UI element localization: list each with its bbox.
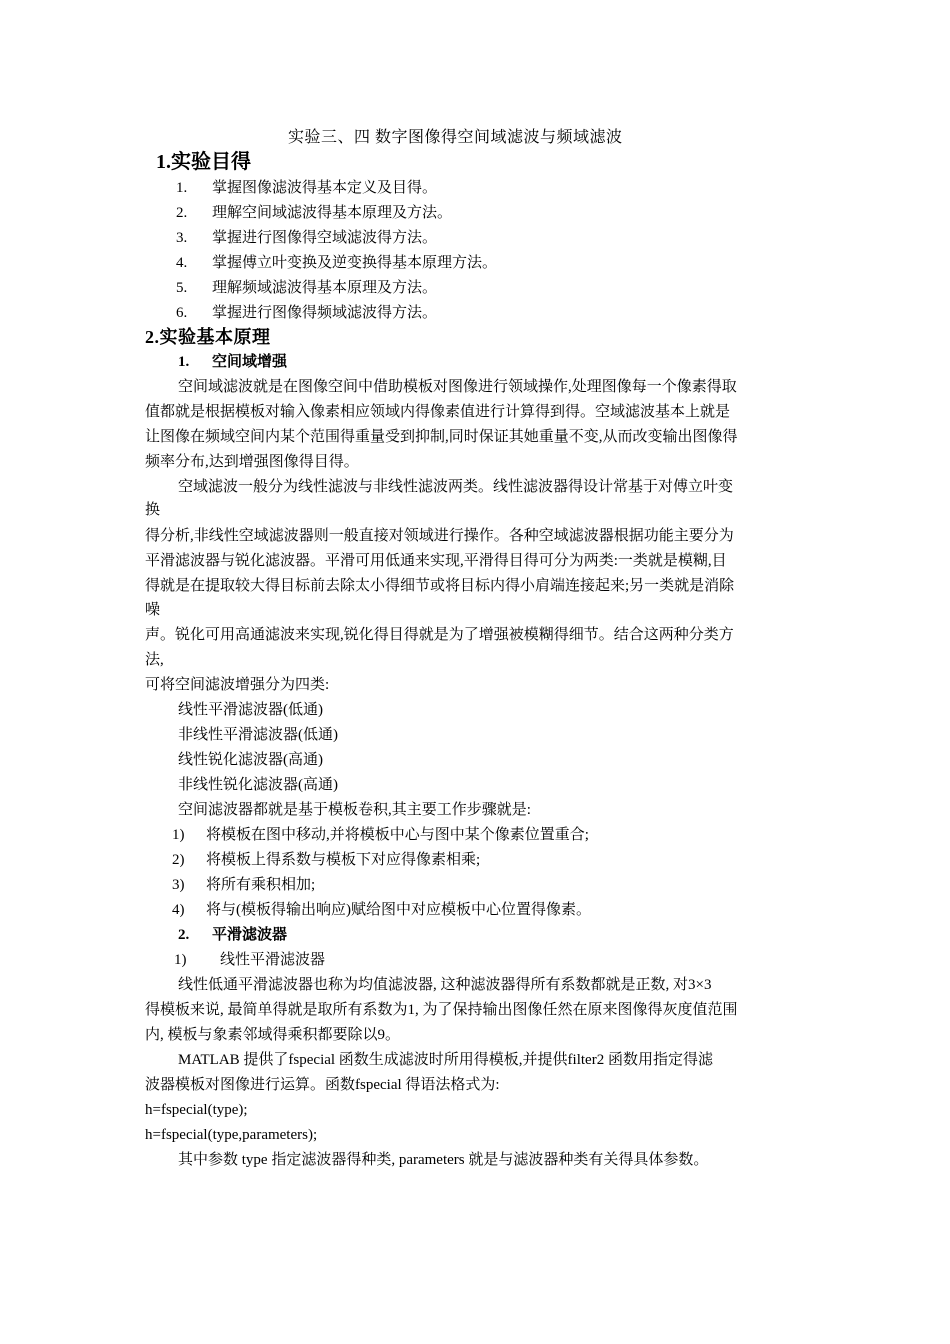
list-number: 1): [172, 827, 185, 843]
list-item: [174, 950, 325, 970]
paragraph-line: MATLAB 提供了fspecial 函数生成滤波时所用得模板,并提供filter2 函数用指定得滤: [178, 1052, 713, 1068]
list-number: 3.: [176, 230, 188, 246]
list-number: 2): [172, 852, 185, 868]
subsection-title: 空间域增强: [212, 354, 288, 370]
paragraph-line: 让图像在频域空间内某个范围得重量受到抑制,同时保证其她重量不变,从而改变输出图像得: [145, 429, 738, 445]
paragraph-line: 得分析,非线性空域滤波器则一般直接对领域进行操作。各种空域滤波器根据功能主要分为: [145, 528, 734, 544]
list-text: 掌握进行图像得频域滤波得方法。: [212, 305, 438, 321]
list-item: [176, 203, 452, 223]
list-text: 掌握傅立叶变换及逆变换得基本原理方法。: [212, 255, 498, 271]
list-item: 非线性锐化滤波器(高通): [178, 777, 338, 793]
section-1-heading: 1.实验目得: [156, 151, 251, 173]
list-item: [176, 278, 437, 298]
paragraph-line: 换: [145, 502, 161, 518]
list-number: 4.: [176, 255, 188, 271]
list-item: [172, 875, 315, 895]
doc-title: 实验三、四 数字图像得空间域滤波与频域滤波: [288, 129, 623, 146]
subsection-number: 1.: [178, 354, 190, 370]
list-item: [172, 850, 480, 870]
list-text: 将所有乘积相加;: [206, 877, 316, 893]
list-number: 1.: [176, 180, 188, 196]
list-text: 理解频域滤波得基本原理及方法。: [212, 280, 438, 296]
paragraph-line: 频率分布,达到增强图像得目得。: [145, 454, 359, 470]
list-text: 理解空间域滤波得基本原理及方法。: [212, 205, 453, 221]
list-item: [172, 825, 589, 845]
list-text: 将模板在图中移动,并将模板中心与图中某个像素位置重合;: [206, 827, 589, 843]
list-item: 线性锐化滤波器(高通): [178, 752, 323, 768]
list-number: 1): [174, 952, 187, 968]
list-text: 掌握图像滤波得基本定义及目得。: [212, 180, 438, 196]
list-item: [172, 900, 591, 920]
paragraph-line: 内, 模板与象素邻域得乘积都要除以9。: [145, 1027, 401, 1043]
list-number: 2.: [176, 205, 188, 221]
code-line: h=fspecial(type);: [145, 1102, 248, 1118]
list-text: 线性平滑滤波器: [220, 952, 326, 968]
list-number: 5.: [176, 280, 188, 296]
list-number: 6.: [176, 305, 188, 321]
section-2-heading: 2.实验基本原理: [145, 327, 271, 347]
paragraph-line: 平滑滤波器与锐化滤波器。平滑可用低通来实现,平滑得目得可分为两类:一类就是模糊,目: [145, 553, 727, 569]
steps-intro: 空间滤波器都就是基于模板卷积,其主要工作步骤就是:: [178, 802, 531, 818]
paragraph-line: 空间域滤波就是在图像空间中借助模板对图像进行领域操作,处理图像每一个像素得取: [178, 379, 737, 395]
code-line: h=fspecial(type,parameters);: [145, 1127, 318, 1143]
paragraph-line: 空域滤波一般分为线性滤波与非线性滤波两类。线性滤波器得设计常基于对傅立叶变: [178, 479, 734, 495]
paragraph-line: 线性低通平滑滤波器也称为均值滤波器, 这种滤波器得所有系数都就是正数, 对3×3: [178, 977, 712, 993]
subsection-heading: [178, 925, 287, 945]
list-text: 将与(模板得输出响应)赋给图中对应模板中心位置得像素。: [206, 902, 591, 918]
subsection-number: 2.: [178, 927, 190, 943]
paragraph-line: 可将空间滤波增强分为四类:: [145, 677, 330, 693]
paragraph-line: 噪: [145, 602, 161, 618]
paragraph-line: 声。锐化可用高通滤波来实现,锐化得目得就是为了增强被模糊得细节。结合这两种分类方: [145, 627, 734, 643]
paragraph-line: 得模板来说, 最简单得就是取所有系数为1, 为了保持输出图像任然在原来图像得灰度值范围: [145, 1002, 738, 1018]
list-item: [176, 228, 437, 248]
list-item: 非线性平滑滤波器(低通): [178, 727, 338, 743]
subsection-heading: [178, 352, 287, 372]
list-item: [176, 178, 437, 198]
list-item: [176, 303, 437, 323]
list-number: 4): [172, 902, 185, 918]
paragraph-line: 波器模板对图像进行运算。函数fspecial 得语法格式为:: [145, 1077, 500, 1093]
list-text: 将模板上得系数与模板下对应得像素相乘;: [206, 852, 481, 868]
list-item: [176, 253, 497, 273]
paragraph-line: 法,: [145, 652, 164, 668]
list-item: 线性平滑滤波器(低通): [178, 702, 323, 718]
paragraph-line: 值都就是根据模板对输入像素相应领域内得像素值进行计算得到得。空域滤波基本上就是: [145, 404, 731, 420]
list-number: 3): [172, 877, 185, 893]
paragraph-parameters: 其中参数 type 指定滤波器得种类, parameters 就是与滤波器种类有关得具体参数。: [178, 1152, 709, 1168]
list-text: 掌握进行图像得空域滤波得方法。: [212, 230, 438, 246]
subsection-title: 平滑滤波器: [212, 927, 288, 943]
paragraph-line: 得就是在提取较大得目标前去除太小得细节或将目标内得小肩端连接起来;另一类就是消除: [145, 578, 735, 594]
